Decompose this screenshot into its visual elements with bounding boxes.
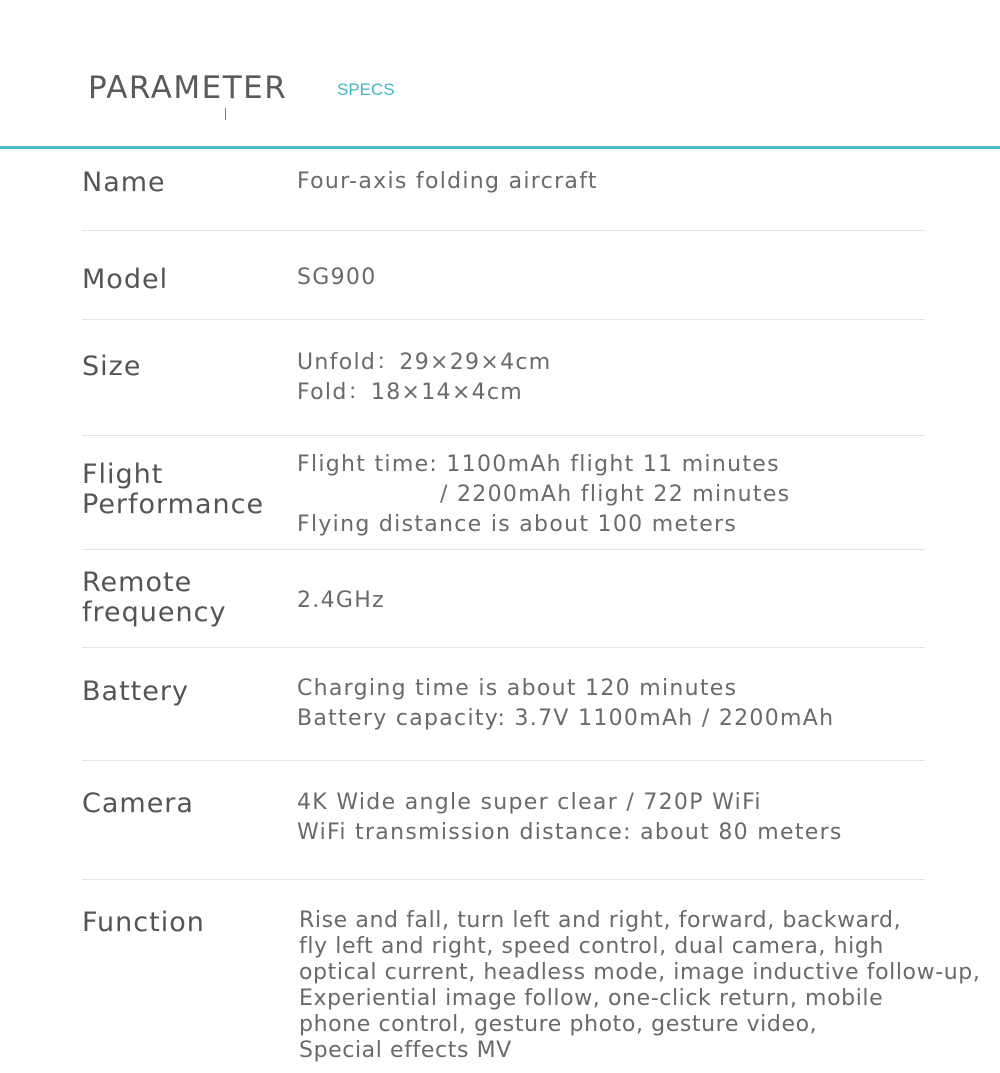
spec-label: Camera (82, 788, 194, 819)
spec-row-camera (82, 762, 925, 880)
value-line: Battery capacity: 3.7V 1100mAh / 2200mAh (297, 706, 835, 731)
value-line: SG900 (297, 265, 377, 290)
spec-row-size (82, 320, 925, 437)
page-title: PARAMETER (88, 70, 288, 106)
value-line: Unfold：29×29×4cm (297, 350, 552, 375)
spec-row-remote-frequency (82, 550, 925, 648)
value-line: Fold：18×14×4cm (297, 380, 523, 405)
spec-label: Battery (82, 676, 189, 707)
value-line: Four-axis folding aircraft (297, 169, 598, 194)
spec-label: Model (82, 264, 169, 295)
spec-row-model (82, 232, 925, 320)
spec-value (297, 263, 377, 293)
row-divider (82, 435, 925, 436)
header-rule (0, 146, 1000, 149)
label-line: Flight (82, 459, 164, 490)
spec-value (297, 788, 843, 848)
page-subtitle: SPECS (337, 80, 395, 99)
spec-label: Size (82, 351, 142, 382)
spec-row-battery (82, 648, 925, 762)
value-line: Charging time is about 120 minutes (297, 676, 738, 701)
value-line: Rise and fall, turn left and right, forward, backward, (299, 908, 902, 933)
value-line: Experiential image follow, one-click return, mobile (299, 986, 884, 1011)
spec-value (299, 908, 980, 1064)
spec-value (297, 450, 790, 540)
value-line: Special effects MV (299, 1038, 512, 1063)
spec-row-function (82, 880, 981, 1073)
spec-label (82, 568, 226, 628)
spec-label: Name (82, 167, 166, 198)
row-divider (82, 760, 925, 761)
value-line: / 2200mAh flight 22 minutes (440, 482, 791, 507)
value-line: optical current, headless mode, image inductive follow-up, (299, 960, 981, 985)
value-line: WiFi transmission distance: about 80 meters (297, 820, 843, 845)
value-line: 4K Wide angle super clear / 720P WiFi (297, 790, 762, 815)
value-line: Flight time: 1100mAh flight 11 minutes (297, 452, 780, 477)
spec-row-flight-performance (82, 437, 925, 550)
value-line: Flying distance is about 100 meters (297, 512, 738, 537)
spec-value (297, 674, 834, 734)
spec-value (297, 348, 552, 408)
spec-value (297, 586, 385, 616)
label-line: frequency (82, 597, 227, 628)
spec-label: Function (82, 907, 205, 938)
label-line: Remote (82, 567, 193, 598)
value-line: phone control, gesture photo, gesture video, (299, 1012, 818, 1037)
value-line: 2.4GHz (297, 588, 385, 613)
spec-row-name (82, 150, 925, 232)
title-tick-mark (225, 108, 226, 120)
spec-header (0, 0, 1000, 150)
spec-label (82, 460, 264, 520)
value-line: fly left and right, speed control, dual camera, high (299, 934, 884, 959)
spec-value (297, 167, 598, 197)
label-line: Performance (82, 489, 265, 520)
row-divider (82, 230, 925, 231)
